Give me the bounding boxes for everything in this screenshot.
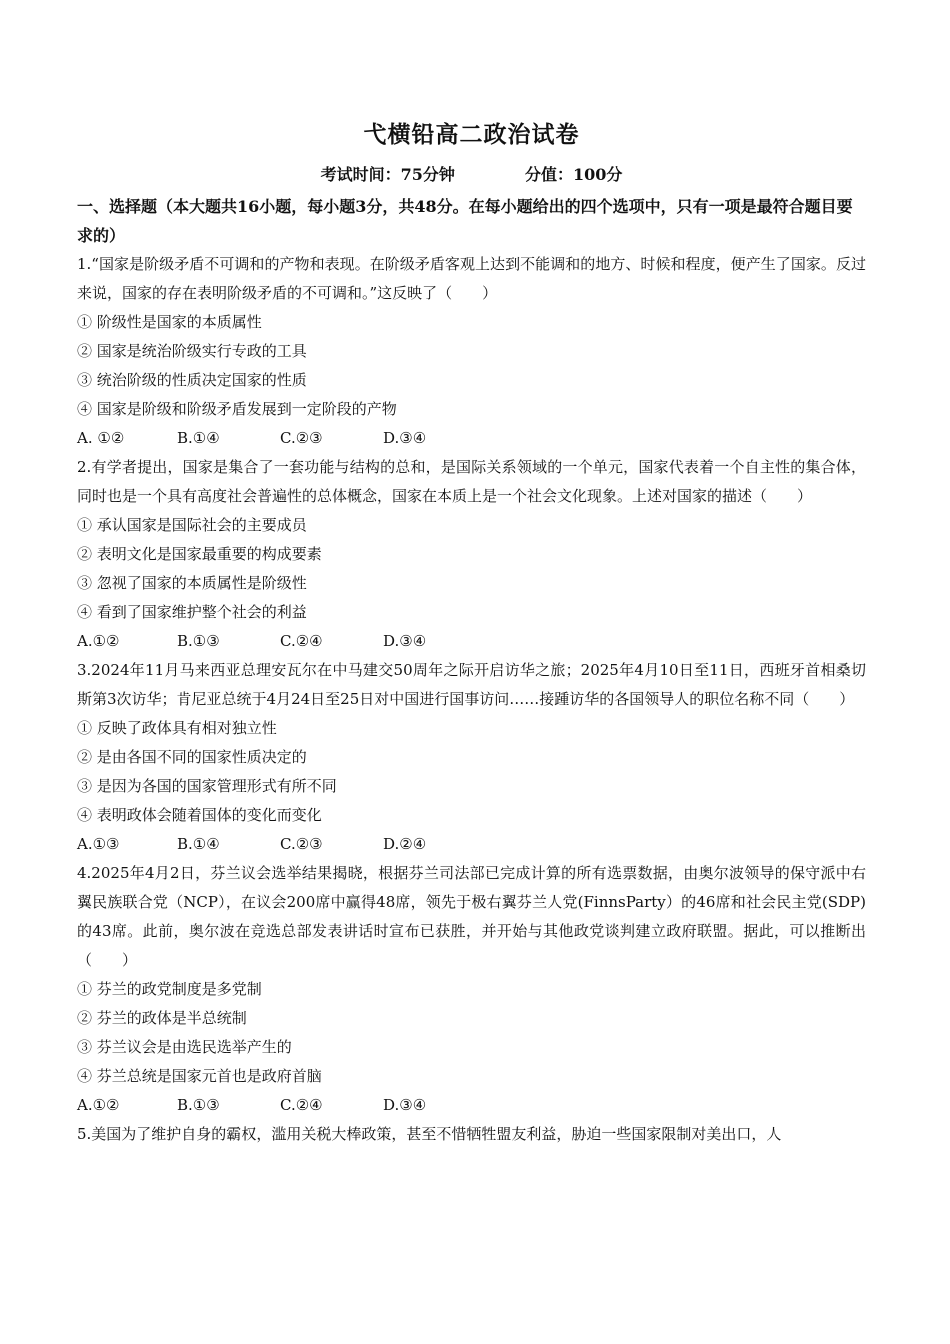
question-option: ② 是由各国不同的国家性质决定的 (77, 748, 307, 766)
question-3 (77, 656, 866, 859)
choice-d: D.③④ (383, 429, 427, 447)
exam-time: 考试时间：75分钟 (320, 165, 455, 184)
question-5 (77, 1120, 866, 1149)
question-stem: 5.美国为了维护自身的霸权，滥用关税大棒政策，甚至不惜牺牲盟友利益，胁迫一些国家限制对美出口，人 (77, 1125, 782, 1143)
section-heading: 一、选择题（本大题共16小题，每小题3分，共48分。在每小题给出的四个选项中，只有一项是最符合题目要求的） (77, 197, 853, 245)
question-option: ③ 是因为各国的国家管理形式有所不同 (77, 777, 337, 795)
exam-meta (77, 164, 866, 186)
choice-d: D.③④ (383, 1096, 427, 1114)
question-2 (77, 453, 866, 656)
choice-a: A.①② (77, 1096, 120, 1114)
choice-c: C.②④ (280, 1096, 323, 1114)
choice-c: C.②④ (280, 632, 323, 650)
exam-title: 弋横铅高二政治试卷 (363, 121, 580, 148)
choice-a: A.①③ (77, 835, 120, 853)
exam-score: 分值：100分 (524, 165, 623, 184)
question-option: ② 表明文化是国家最重要的构成要素 (77, 545, 322, 563)
answer-choices (77, 830, 866, 859)
choice-c: C.②③ (280, 835, 323, 853)
choice-d: D.②④ (383, 835, 427, 853)
question-stem: 4.2025年4月2日，芬兰议会选举结果揭晓，根据芬兰司法部已完成计算的所有选票数据，由奥尔波领导的保守派中右翼民族联合党（NCP），在议会200席中赢得48席，领先于极右翼芬兰人党(FinnsParty）的46席和社会民主党(SDP)的43席。此前，奥尔波在竞选总部发表讲话时宣布已获胜，并开始与其他政党谈判建立政府联盟。据此，可以推断出（ ） (77, 864, 866, 969)
question-option: ④ 国家是阶级和阶级矛盾发展到一定阶段的产物 (77, 400, 397, 418)
answer-choices (77, 1091, 866, 1120)
choice-a: A.①② (77, 632, 120, 650)
choice-b: B.①③ (177, 1096, 220, 1114)
answer-choices (77, 627, 866, 656)
question-option: ③ 统治阶级的性质决定国家的性质 (77, 371, 307, 389)
question-option: ② 芬兰的政体是半总统制 (77, 1009, 247, 1027)
choice-b: B.①④ (177, 835, 220, 853)
question-option: ② 国家是统治阶级实行专政的工具 (77, 342, 307, 360)
question-stem: 3.2024年11月马来西亚总理安瓦尔在中马建交50周年之际开启访华之旅；2025年4月10日至11日，西班牙首相桑切斯第3次访华；肯尼亚总统于4月24日至25日对中国进行国事访问……接踵访华的各国领导人的职位名称不同（ ） (77, 661, 866, 708)
choice-d: D.③④ (383, 632, 427, 650)
question-stem: 2.有学者提出，国家是集合了一套功能与结构的总和，是国际关系领域的一个单元，国家代表着一个自主性的集合体，同时也是一个具有高度社会普遍性的总体概念，国家在本质上是一个社会文化现象。上述对国家的描述（ ） (77, 458, 866, 505)
question-option: ④ 芬兰总统是国家元首也是政府首脑 (77, 1067, 322, 1085)
choice-b: B.①③ (177, 632, 220, 650)
question-1 (77, 250, 866, 453)
question-option: ① 芬兰的政党制度是多党制 (77, 980, 262, 998)
question-option: ③ 芬兰议会是由选民选举产生的 (77, 1038, 292, 1056)
question-option: ③ 忽视了国家的本质属性是阶级性 (77, 574, 307, 592)
question-option: ① 承认国家是国际社会的主要成员 (77, 516, 307, 534)
choice-b: B.①④ (177, 429, 220, 447)
question-option: ① 反映了政体具有相对独立性 (77, 719, 277, 737)
question-4 (77, 859, 866, 1120)
question-stem: 1.“国家是阶级矛盾不可调和的产物和表现。在阶级矛盾客观上达到不能调和的地方、时候和程度，便产生了国家。反过来说，国家的存在表明阶级矛盾的不可调和。”这反映了（ ） (77, 255, 866, 302)
choice-c: C.②③ (280, 429, 323, 447)
question-option: ① 阶级性是国家的本质属性 (77, 313, 262, 331)
question-option: ④ 看到了国家维护整个社会的利益 (77, 603, 307, 621)
question-option: ④ 表明政体会随着国体的变化而变化 (77, 806, 322, 824)
answer-choices (77, 424, 866, 453)
choice-a: A. ①② (77, 429, 125, 447)
